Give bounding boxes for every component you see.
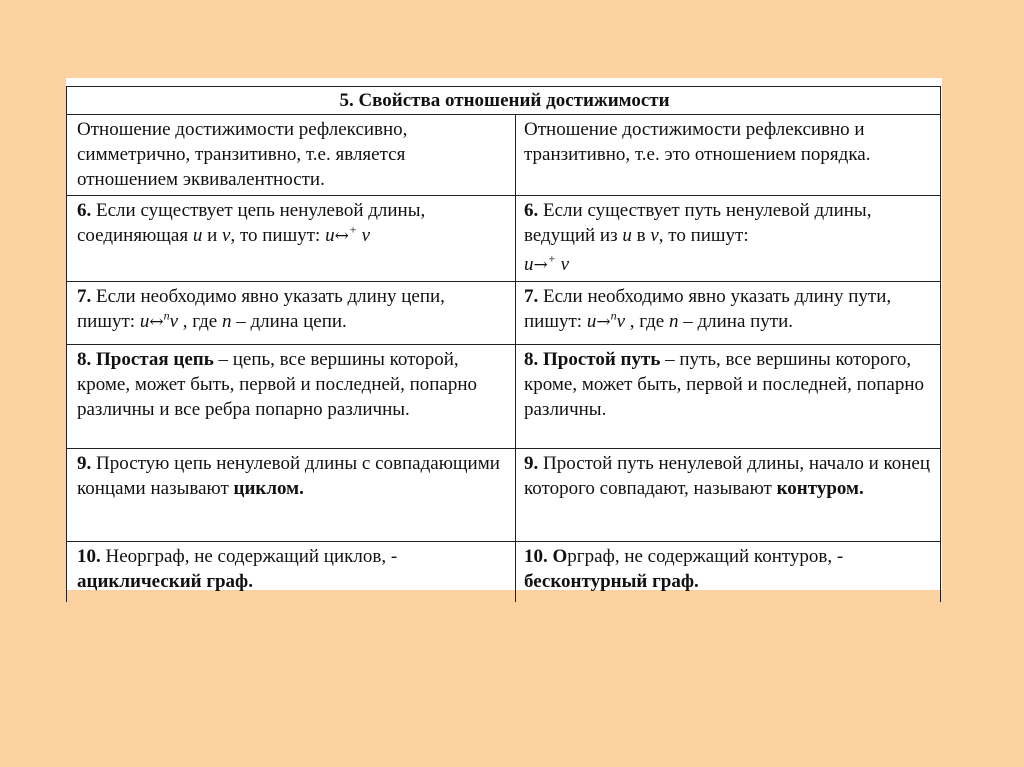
term: Простой путь xyxy=(538,349,661,370)
table-row xyxy=(67,542,941,602)
item-number: 9. xyxy=(77,453,92,474)
row9-right-cell xyxy=(516,449,941,542)
formula: u→+ v xyxy=(524,251,570,275)
var-n: n xyxy=(221,311,232,332)
double-arrow-icon: ↔ xyxy=(149,312,164,332)
term: бесконтурный граф. xyxy=(524,571,699,592)
term: циклом. xyxy=(233,478,304,499)
right-arrow-icon: → xyxy=(596,312,611,332)
row7-left-cell xyxy=(67,282,516,345)
row9-left-cell xyxy=(67,449,516,542)
table-header-row xyxy=(67,87,941,115)
row10-right-cell xyxy=(516,542,941,602)
item-text: Если необходимо явно указать длину цепи, пишут: xyxy=(77,286,445,332)
term: Простая цепь xyxy=(91,349,214,370)
formula: u→$^n$v xyxy=(586,308,625,332)
term: контуром. xyxy=(776,478,864,499)
item-number: 6. xyxy=(77,200,92,221)
row10-left-cell xyxy=(67,542,516,602)
properties-table xyxy=(66,86,941,602)
right-arrow-icon: → xyxy=(533,255,548,275)
item-number: 6. xyxy=(524,200,539,221)
item-text: , то пишут: xyxy=(230,225,326,246)
item-number: 7. xyxy=(524,286,539,307)
slide-content xyxy=(66,78,942,590)
item-number: 8. xyxy=(524,349,539,370)
item-text: Простой путь ненулевой длины, начало и конец которого совпадают, называют xyxy=(524,453,931,499)
double-arrow-icon: ↔ xyxy=(334,226,349,246)
var-n: n xyxy=(668,311,679,332)
item-text: , то пишут: xyxy=(658,225,749,246)
item-number: 8. xyxy=(77,349,92,370)
item-text: рграф, не содержащий контуров, - xyxy=(567,546,844,567)
item-text: Неорграф, не содержащий циклов, - xyxy=(100,546,398,567)
table-row xyxy=(67,196,941,282)
row1-right-cell: Отношение достижимости рефлексивно и транзитивно, т.е. это отношением порядка. xyxy=(516,115,941,196)
item-number: 10. xyxy=(524,546,548,567)
item-text: – длина пути. xyxy=(678,311,794,332)
formula: u↔$^n$v xyxy=(139,308,178,332)
row7-right-cell xyxy=(516,282,941,345)
item-text: Если необходимо явно указать длину пути, пишут: xyxy=(524,286,892,332)
table-row xyxy=(67,449,941,542)
item-text: в xyxy=(631,225,651,246)
item-text: Простую цепь ненулевой длины с совпадающими концами называют xyxy=(77,453,500,499)
formula: u↔+ v xyxy=(325,222,371,246)
item-text: Если существует цепь ненулевой длины, соединяющая xyxy=(77,200,426,246)
var-v: v xyxy=(650,225,659,246)
item-text: Если существует путь ненулевой длины, ведущий из xyxy=(524,200,872,246)
item-text: и xyxy=(202,225,223,246)
row6-right-cell xyxy=(516,196,941,282)
row8-left-cell xyxy=(67,345,516,449)
row1-left-cell: Отношение достижимости рефлексивно, симметрично, транзитивно, т.е. является отношением эквивалентности. xyxy=(67,115,516,196)
item-number: 10. xyxy=(77,546,101,567)
term-prefix: О xyxy=(547,546,568,567)
table-row xyxy=(67,282,941,345)
row8-right-cell xyxy=(516,345,941,449)
item-number: 7. xyxy=(77,286,92,307)
table-title: 5. Свойства отношений достижимости xyxy=(67,87,941,115)
item-text: – длина цепи. xyxy=(231,311,347,332)
item-text: , где xyxy=(625,311,669,332)
row6-left-cell xyxy=(67,196,516,282)
item-text: – цепь, все вершины которой, кроме, может быть, первой и последней, попарно различны и все ребра попарно различны. xyxy=(77,349,478,420)
table-row xyxy=(67,345,941,449)
var-u: u xyxy=(622,225,632,246)
item-text: , где xyxy=(178,311,222,332)
var-u: u xyxy=(192,225,203,246)
item-text: – путь, все вершины которого, кроме, может быть, первой и последней, попарно различны. xyxy=(524,349,925,420)
item-number: 9. xyxy=(524,453,539,474)
table-row xyxy=(67,115,941,196)
term: ациклический граф. xyxy=(77,571,253,592)
var-v: v xyxy=(222,225,231,246)
